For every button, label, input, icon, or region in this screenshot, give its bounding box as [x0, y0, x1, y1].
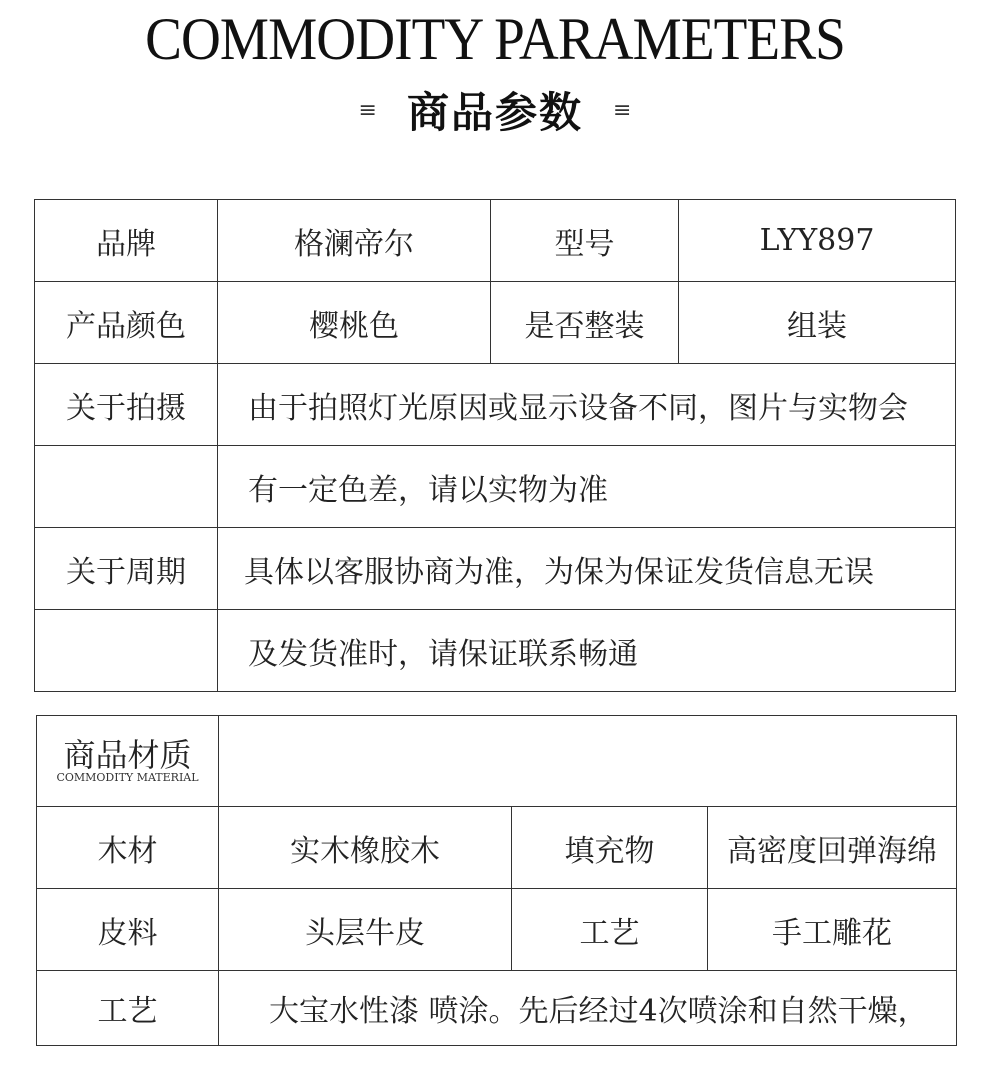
color-label: 产品颜色 [35, 282, 218, 364]
photo-note-line1: 由于拍照灯光原因或显示设备不同，图片与实物会 [218, 364, 956, 446]
cycle-note-line1: 具体以客服协商为准，为保为保证发货信息无误 [218, 528, 956, 610]
page-title-cn: 商品参数 [406, 88, 583, 137]
table-row [37, 716, 957, 807]
brand-label: 品牌 [35, 200, 218, 282]
empty-cell [219, 716, 957, 807]
page-title-en: COMMODITY PARAMETERS [145, 6, 845, 72]
photo-label: 关于拍摄 [35, 364, 218, 446]
empty-cell [35, 610, 218, 692]
page-title-row [0, 80, 990, 140]
process-label: 工艺 [37, 971, 219, 1046]
cycle-label: 关于周期 [35, 528, 218, 610]
material-title-cell [37, 716, 219, 807]
craft-value: 手工雕花 [708, 889, 957, 971]
model-label: 型号 [491, 200, 679, 282]
color-value: 樱桃色 [218, 282, 491, 364]
table-row [35, 364, 956, 446]
decor-lines-icon-right: ≡ [613, 97, 632, 123]
assembly-label: 是否整装 [491, 282, 679, 364]
leather-value: 头层牛皮 [219, 889, 512, 971]
cycle-note-line2: 及发货准时，请保证联系畅通 [218, 610, 956, 692]
assembly-value: 组装 [679, 282, 956, 364]
table-row [37, 971, 957, 1046]
table-row [35, 200, 956, 282]
table-row [37, 807, 957, 889]
process-value: 大宝水性漆 喷涂。先后经过4次喷涂和自然干燥， [219, 971, 957, 1046]
wood-value: 实木橡胶木 [219, 807, 512, 889]
brand-value: 格澜帝尔 [218, 200, 491, 282]
material-title-en: COMMODITY MATERIAL [56, 771, 199, 784]
craft-label: 工艺 [512, 889, 708, 971]
material-title-cn: 商品材质 [63, 736, 192, 774]
material-table [36, 715, 957, 1046]
table-row [35, 282, 956, 364]
filling-value: 高密度回弹海绵 [708, 807, 957, 889]
model-value: LYY897 [679, 200, 956, 282]
empty-cell [35, 446, 218, 528]
leather-label: 皮料 [37, 889, 219, 971]
table-row [35, 446, 956, 528]
table-row [35, 528, 956, 610]
decor-lines-icon-left: ≡ [358, 97, 377, 123]
table-row [35, 610, 956, 692]
photo-note-line2: 有一定色差，请以实物为准 [218, 446, 956, 528]
parameters-table [34, 199, 956, 692]
filling-label: 填充物 [512, 807, 708, 889]
wood-label: 木材 [37, 807, 219, 889]
table-row [37, 889, 957, 971]
